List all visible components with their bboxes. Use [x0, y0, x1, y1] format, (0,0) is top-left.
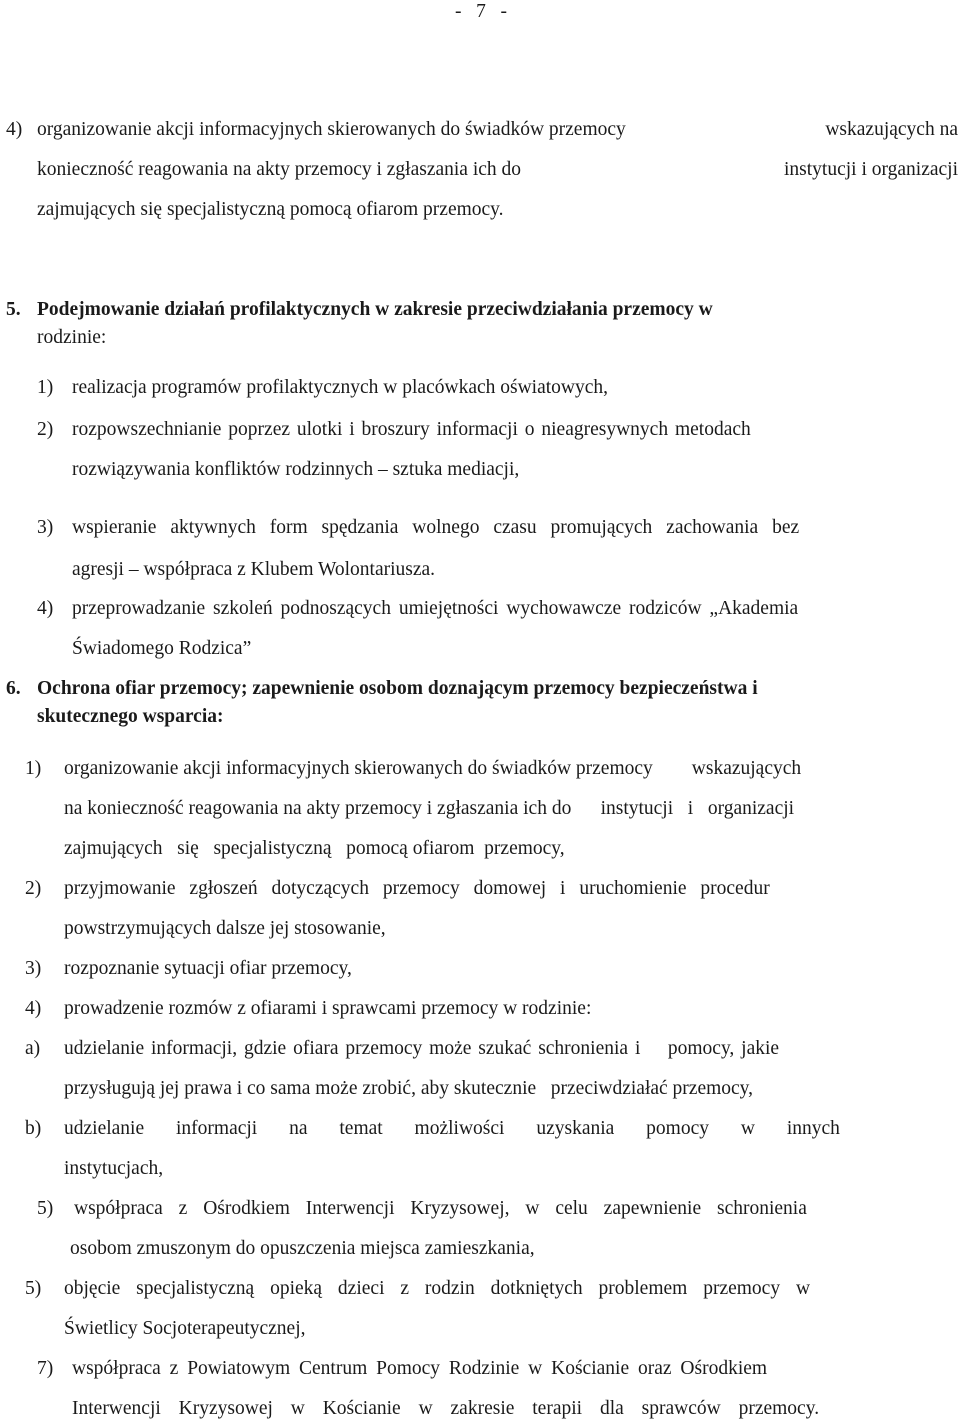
list-item-text: rozpoznanie sytuacji ofiar przemocy,	[64, 958, 352, 979]
list-item-number: 4)	[37, 598, 54, 619]
list-item-text: realizacja programów profilaktycznych w placówkach oświatowych,	[72, 377, 609, 398]
list-item-number: 7)	[37, 1358, 54, 1379]
list-item-number: 1)	[37, 377, 54, 398]
list-item-text: współpraca z Powiatowym Centrum Pomocy Rodzinie w Kościanie oraz Ośrodkiem	[72, 1358, 768, 1379]
section-heading: skutecznego wsparcia:	[37, 706, 224, 727]
list-item-text: instytucjach,	[64, 1158, 164, 1179]
list-item-text: wskazujących na	[825, 119, 958, 140]
list-item-text: Świetlicy Socjoterapeutycznej,	[64, 1318, 306, 1339]
section-heading: Podejmowanie działań profilaktycznych w zakresie przeciwdziałania przemocy w	[37, 299, 713, 320]
list-item-number: 3)	[37, 517, 54, 538]
list-item-text: organizowanie akcji informacyjnych skierowanych do świadków przemocy	[37, 119, 626, 140]
section-heading: rodzinie:	[37, 327, 107, 348]
list-item-number: 2)	[37, 419, 54, 440]
list-item-text: współpraca z Ośrodkiem Interwencji Kryzysowej, w celu zapewnienie schronienia	[74, 1198, 807, 1219]
list-item-text: przysługują jej prawa i co sama może zrobić, aby skutecznie przeciwdziałać przemocy,	[64, 1078, 754, 1099]
list-item-text: na konieczność reagowania na akty przemocy i zgłaszania ich do instytucji i organizacji	[64, 798, 795, 819]
list-item-number: 5)	[25, 1278, 42, 1299]
section-heading: Ochrona ofiar przemocy; zapewnienie osobom doznającym przemocy bezpieczeństwa i	[37, 678, 758, 699]
list-item-text: konieczność reagowania na akty przemocy i zgłaszania ich do	[37, 159, 522, 180]
list-item-text: udzielanie informacji, gdzie ofiara przemocy może szukać schronienia i pomocy, jakie	[64, 1038, 780, 1059]
list-item-text: Świadomego Rodzica”	[72, 638, 252, 659]
list-item-number: 3)	[25, 958, 42, 979]
list-item-text: powstrzymujących dalsze jej stosowanie,	[64, 918, 386, 939]
list-item-number: 1)	[25, 758, 42, 779]
list-item-text: rozpowszechnianie poprzez ulotki i broszury informacji o nieagresywnych metodach	[72, 419, 751, 440]
list-item-number: 5)	[37, 1198, 54, 1219]
list-item-number: b)	[25, 1118, 42, 1139]
list-item-number: 4)	[25, 998, 42, 1019]
section-number: 5.	[6, 299, 21, 320]
page-number-text: - 7 -	[455, 1, 507, 22]
section-number: 6.	[6, 678, 21, 699]
list-item-number: 4)	[6, 119, 23, 140]
list-item-text: zajmujących się specjalistyczną pomocą ofiarom przemocy.	[37, 199, 504, 220]
list-item-text: udzielanie informacji na temat możliwości uzyskania pomocy w innych	[64, 1118, 840, 1139]
list-item-text: osobom zmuszonym do opuszczenia miejsca zamieszkania,	[70, 1238, 535, 1259]
list-item-text: wspieranie aktywnych form spędzania wolnego czasu promujących zachowania bez	[72, 517, 800, 538]
list-item-text: objęcie specjalistyczną opieką dzieci z rodzin dotkniętych problemem przemocy w	[64, 1278, 811, 1299]
list-item-text: zajmujących się specjalistyczną pomocą ofiarom przemocy,	[64, 838, 565, 859]
list-item-text: prowadzenie rozmów z ofiarami i sprawcami przemocy w rodzinie:	[64, 998, 592, 1019]
list-item-text: rozwiązywania konfliktów rodzinnych – sztuka mediacji,	[72, 459, 520, 480]
list-item-text: agresji – współpraca z Klubem Wolontariusza.	[72, 559, 436, 580]
list-item-text: organizowanie akcji informacyjnych skierowanych do świadków przemocy wskazujących	[64, 758, 802, 779]
list-item-text: instytucji i organizacji	[783, 159, 958, 180]
list-item-text: Interwencji Kryzysowej w Kościanie w zakresie terapii dla sprawców przemocy.	[72, 1398, 820, 1419]
page-number	[0, 0, 960, 24]
list-item-number: a)	[25, 1038, 41, 1059]
list-item-number: 2)	[25, 878, 42, 899]
list-item-text: przyjmowanie zgłoszeń dotyczących przemocy domowej i uruchomienie procedur	[64, 878, 770, 899]
list-item-text: przeprowadzanie szkoleń podnoszących umiejętności wychowawcze rodziców „Akademia	[72, 598, 799, 619]
